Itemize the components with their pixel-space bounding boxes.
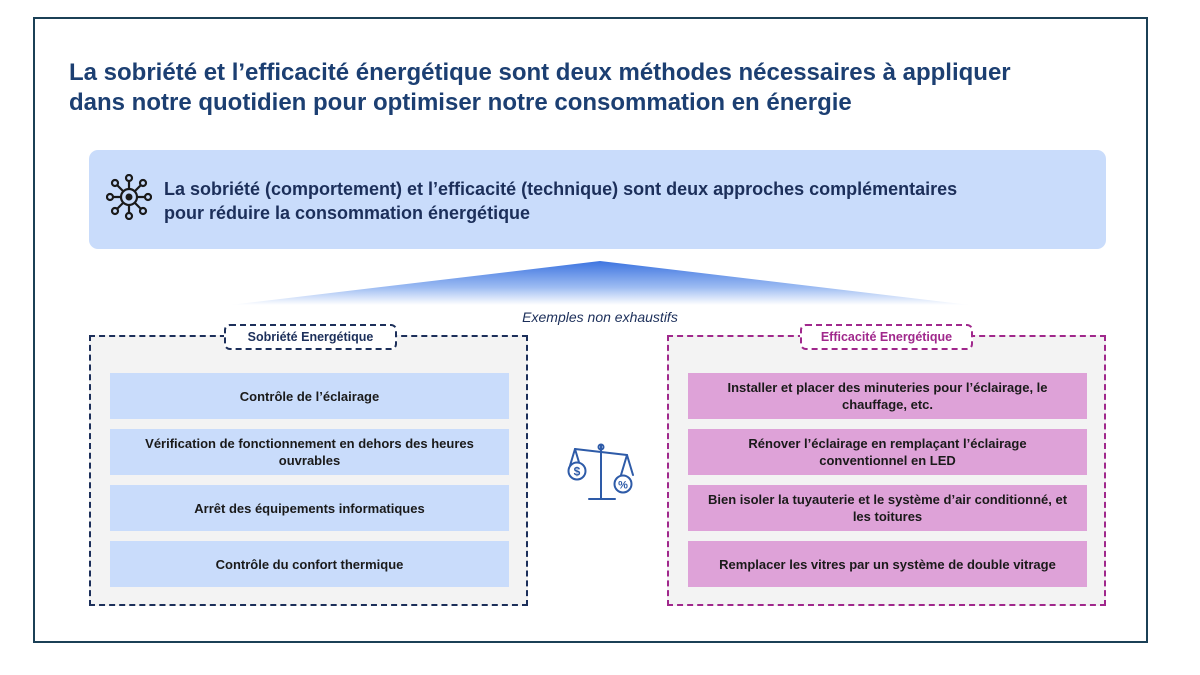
examples-caption: Exemples non exhaustifs	[522, 309, 678, 325]
item-text: Contrôle de l’éclairage	[239, 388, 380, 404]
efficacite-item	[688, 429, 1087, 475]
dollar-symbol: $	[573, 464, 581, 479]
item-text: Arrêt des équipements informatiques	[194, 500, 425, 516]
upward-arrow-shape	[230, 261, 970, 305]
sobriete-label: Sobriété Energétique	[224, 324, 397, 350]
item-text: Remplacer les vitres par un système de double vitrage	[719, 556, 1056, 572]
sobriete-item	[110, 541, 509, 587]
item-text: ouvrables	[278, 453, 341, 468]
percent-symbol: %	[618, 479, 628, 492]
banner-line-1: La sobriété (comportement) et l’efficacité (technique) sont deux approches complémentaires	[164, 179, 958, 199]
item-text: chauffage, etc.	[841, 397, 933, 412]
efficacite-label: Efficacité Energétique	[800, 324, 973, 350]
item-text: Bien isoler la tuyauterie et le système d’air conditionné, et	[707, 492, 1068, 507]
efficacite-item	[688, 485, 1087, 531]
item-text: les toitures	[852, 509, 923, 524]
summary-banner	[89, 150, 1106, 249]
item-text: Installer et placer des minuteries pour l’éclairage, le	[727, 380, 1048, 395]
item-text: Rénover l’éclairage en remplaçant l’éclairage	[748, 436, 1027, 451]
banner-line-2: pour réduire la consommation énergétique	[164, 203, 531, 223]
sobriete-item	[110, 485, 509, 531]
network-hub-icon	[106, 174, 152, 220]
efficacite-item	[688, 541, 1087, 587]
sobriete-panel	[89, 330, 528, 606]
title-line-2: dans notre quotidien pour optimiser notre consommation en énergie	[69, 89, 852, 116]
efficacite-panel	[667, 330, 1106, 606]
sobriete-item	[110, 373, 509, 419]
item-text: conventionnel en LED	[819, 453, 956, 468]
efficacite-item	[688, 373, 1087, 419]
title-line-1: La sobriété et l’efficacité énergétique sont deux méthodes nécessaires à appliquer	[69, 59, 1011, 86]
item-text: Contrôle du confort thermique	[215, 556, 404, 572]
sobriete-item	[110, 429, 509, 475]
item-text: Vérification de fonctionnement en dehors des heures	[145, 436, 474, 451]
page-title	[69, 58, 1129, 118]
banner-text	[164, 177, 1084, 225]
balance-scale-icon	[563, 441, 639, 505]
